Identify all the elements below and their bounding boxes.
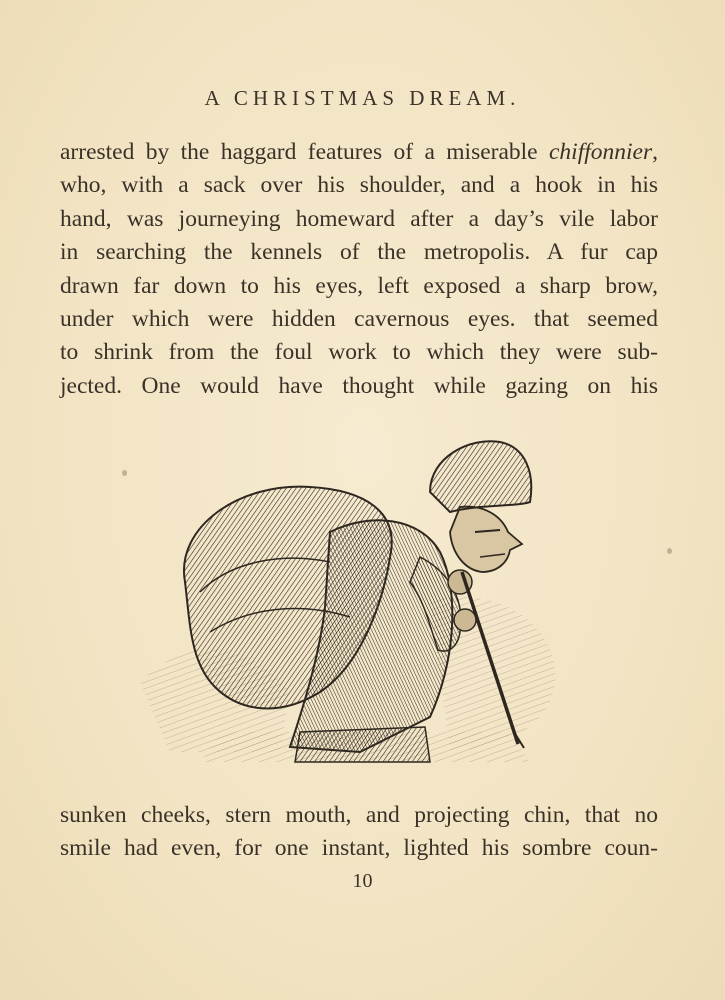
face bbox=[450, 507, 522, 572]
text-line: smile had even, for one instant, lighted his sombre coun- bbox=[60, 835, 658, 862]
italic-word: chiffonnier bbox=[549, 139, 653, 165]
body-text-top bbox=[60, 136, 658, 403]
text-line: in searching the kennels of the metropolis. A fur cap bbox=[60, 239, 658, 266]
legs bbox=[295, 727, 430, 762]
text-line: jected. One would have thought while gazing on his bbox=[60, 372, 658, 399]
page-number: 10 bbox=[352, 870, 373, 892]
text-line: sunken cheeks, stern mouth, and projecting chin, that no bbox=[60, 802, 658, 828]
text-line bbox=[60, 136, 658, 169]
line-text: arrested by the haggard features of a miserable bbox=[60, 139, 549, 165]
line-punct: , bbox=[652, 139, 658, 165]
body-text-bottom bbox=[60, 799, 658, 866]
paper-speck bbox=[122, 470, 127, 476]
text-line: to shrink from the foul work to which they were sub- bbox=[60, 339, 658, 366]
text-line: under which were hidden cavernous eyes. that seemed bbox=[60, 305, 658, 332]
text-line: drawn far down to his eyes, left exposed a sharp brow, bbox=[60, 272, 658, 299]
text-line: who, with a sack over his shoulder, and a hook in his bbox=[60, 172, 658, 199]
paper-speck bbox=[667, 548, 672, 554]
fur-cap bbox=[430, 441, 531, 512]
ragpicker-illustration bbox=[130, 432, 570, 772]
hand bbox=[454, 609, 476, 631]
text-line: hand, was journeying homeward after a day’s vile labor bbox=[60, 205, 658, 232]
running-head: A CHRISTMAS DREAM. bbox=[204, 86, 521, 110]
